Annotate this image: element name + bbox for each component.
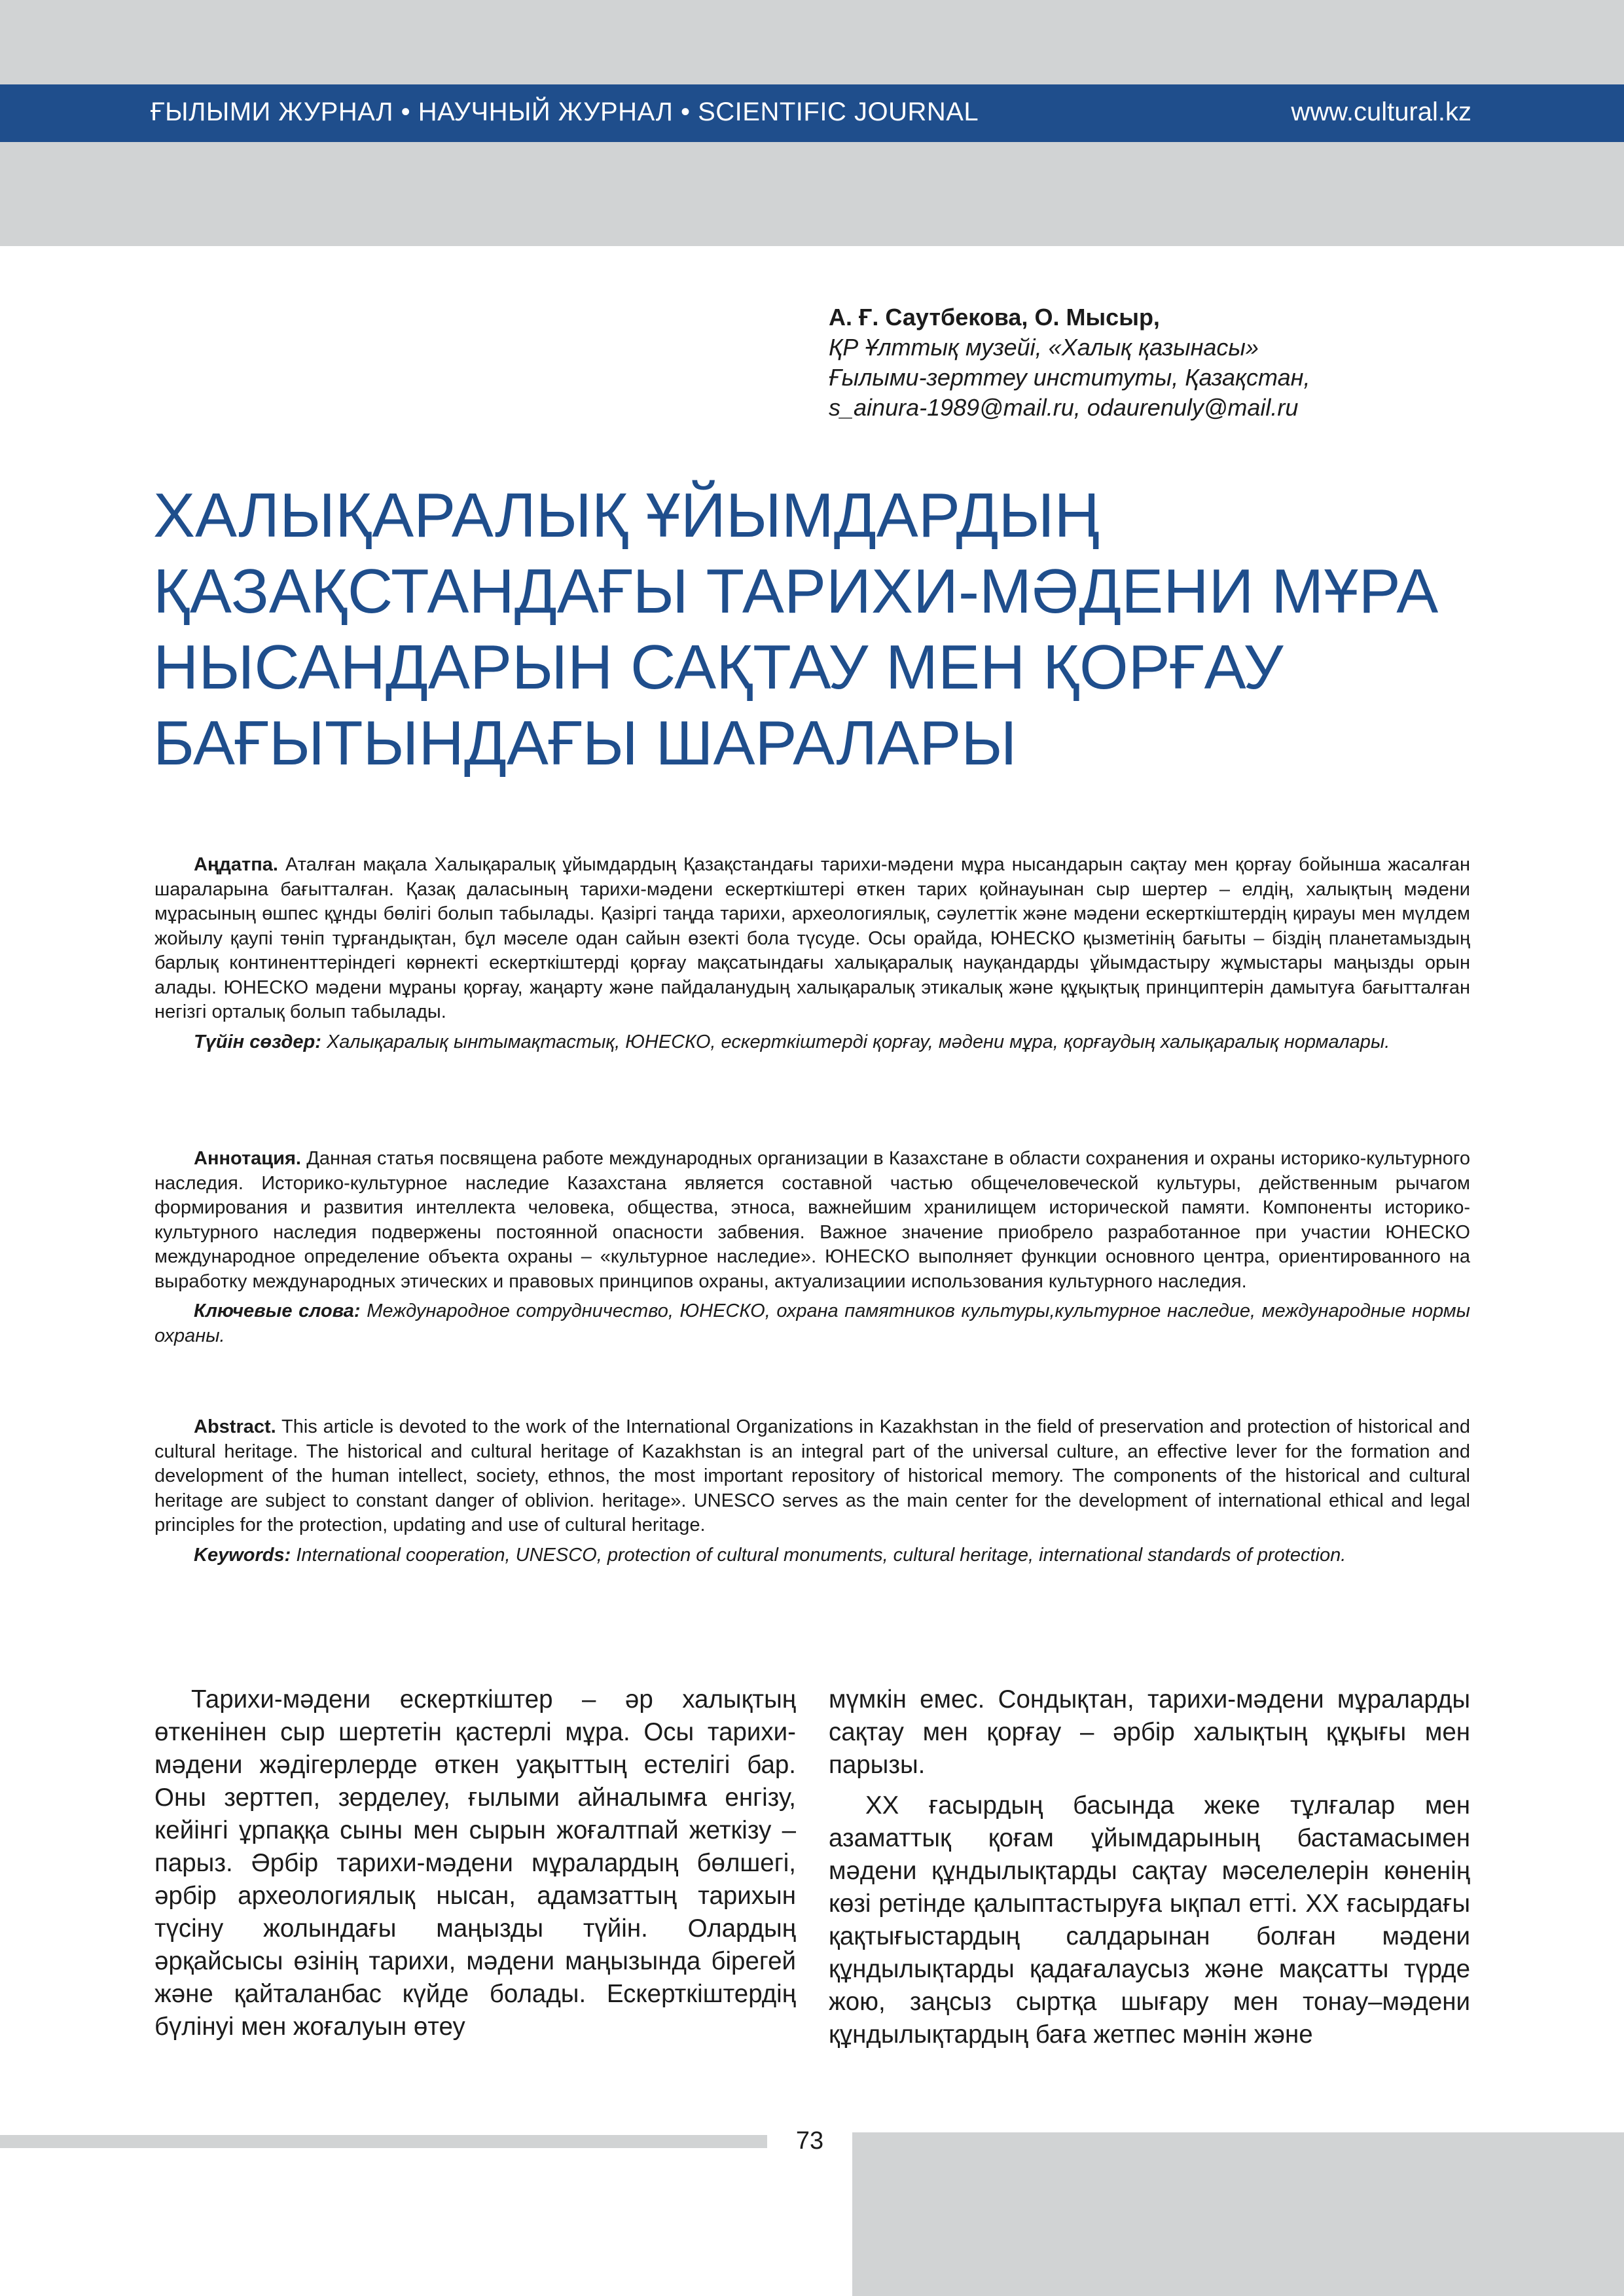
footer-rule-left <box>0 2135 767 2148</box>
journal-website[interactable]: www.cultural.kz <box>1291 98 1471 126</box>
keywords-kazakh-text: Халықаралық ынтымақтастық, ЮНЕСКО, ескерткіштерді қорғау, мәдени мұра, қорғаудың халықаралық нормалары. <box>326 1031 1390 1052</box>
abstract-kazakh-text <box>154 853 1470 1025</box>
keywords-english <box>154 1543 1470 1568</box>
page-number: 73 <box>795 2127 824 2155</box>
abstract-kazakh <box>154 853 1470 1054</box>
body-paragraph: XX ғасырдың басында жеке тұлғалар мен азаматтық қоғам ұйымдарының бастамасымен мәдени құндылықтарды сақтау мәселелерін көненің көзі ретінде қалыптастыруға ықпал етті. XX ғасырдағы қақтығыстардың салдарынан болған мәдени құндылықтарды қадағалаусыз және мақсатты түрде жою, заңсыз сыртқа шығару мен тонау–мәдени құндылықтардың баға жетпес мәнін және <box>829 1791 1470 2049</box>
journal-header-bar <box>0 84 1624 142</box>
abstract-russian-body: Данная статья посвящена работе международных организации в Казахстане в области сохранения и охраны историко-культурного наследия. Историко-культурное наследие Казахстана является составной частью общечеловеческой культуры, действенным рычагом формирования и развития интеллекта человека, общества, этноса, важнейшим хранилищем исторической памяти. Компоненты историко-культурного наследия подвержены постоянной опасности забвения. Важное значение приобрело разработанное при участии ЮНЕСКО международное определение объекта охраны – «культурное наследие». ЮНЕСКО выполняет функции основного центра, ориентированного на выработку международных этических и правовых принципов охраны, актуализациии использования культурного наследия. <box>154 1148 1470 1292</box>
abstract-english-body: This article is devoted to the work of the International Organizations in Kazakhstan in the field of preservation and protection of historical and cultural heritage. The historical and cultural heritage of Kazakhstan is an integral part of the universal culture, an effective lever for the formation and development of the human intellect, society, ethnos, the most important repository of historical memory. The components of the historical and cultural heritage are subject to constant danger of oblivion. heritage». UNESCO serves as the main center for the development of international ethical and legal principles for the protection, updating and use of cultural heritage. <box>154 1416 1470 1535</box>
body-column-left <box>154 1683 796 2043</box>
keywords-russian <box>154 1299 1470 1348</box>
title-line-1: ХАЛЫҚАРАЛЫҚ ҰЙЫМДАРДЫҢ <box>153 480 1100 550</box>
title-line-4: БАҒЫТЫНДАҒЫ ШАРАЛАРЫ <box>153 708 1017 778</box>
abstract-kazakh-label: Аңдатпа. <box>194 854 278 875</box>
author-emails[interactable]: s_ainura-1989@mail.ru, odaurenuly@mail.ru <box>829 394 1299 421</box>
abstract-english-text <box>154 1415 1470 1538</box>
keywords-russian-text: Международное сотрудничество, ЮНЕСКО, охрана памятников культуры,культурное наследие, международные нормы охраны. <box>154 1300 1471 1346</box>
keywords-english-label: Keywords: <box>194 1544 291 1566</box>
body-column-right <box>829 1683 1470 2051</box>
author-affiliation-line1: ҚР Ұлттық музейі, «Халық қазынасы» <box>829 334 1259 361</box>
author-names: А. Ғ. Саутбекова, О. Мысыр, <box>829 304 1160 331</box>
keywords-kazakh-label: Түйін сөздер: <box>194 1031 321 1052</box>
keywords-kazakh <box>154 1030 1470 1055</box>
footer-band-right <box>852 2132 1624 2296</box>
title-line-2: ҚАЗАҚСТАНДАҒЫ ТАРИХИ-МӘДЕНИ МҰРА <box>153 556 1439 626</box>
abstract-english <box>154 1415 1470 1568</box>
abstract-kazakh-body: Аталған мақала Халықаралық ұйымдардың Қазақстандағы тарихи-мәдени мұра нысандарын сақтау мен қорғау бойынша жасалған шараларына бағытталған. Қазақ даласының тарихи-мәдени ескерткіштері өткен тарих қойнауынан сыр шертер – елдің, халықтың мәдени мұрасының өшпес құнды бөлігі болып табылады. Қазіргі таңда тарихи, археологиялық, сәулеттік және мәдени ескерткіштердің қирауы мен мүлдем жойылу қаупі төніп тұрғандықтан, бұл мәселе одан сайын өзекті бола түсуде. Осы орайда, ЮНЕСКО қызметінің бағыты – біздің планетамыздың барлық континенттеріндегі көрнекті ескерткіштерді қорғау мақсатындағы халықаралық науқандарды ұйымдастыру жұмыстары маңызды орын алады. ЮНЕСКО мәдени мұраны қорғау, жаңарту және пайдаланудың халықаралық этикалық және құқықтық принциптерін дамытуға бағытталған негізгі орталық болып табылады. <box>154 854 1470 1022</box>
author-affiliation-line2: Ғылыми-зерттеу институты, Қазақстан, <box>829 364 1310 391</box>
keywords-english-text: International cooperation, UNESCO, protection of cultural monuments, cultural heritage, international standards of protection. <box>296 1544 1346 1566</box>
journal-name: ҒЫЛЫМИ ЖУРНАЛ • НАУЧНЫЙ ЖУРНАЛ • SCIENTIFIC JOURNAL <box>151 98 979 126</box>
article-title <box>153 478 1489 781</box>
author-block <box>829 302 1483 423</box>
abstract-russian-label: Аннотация. <box>194 1148 301 1169</box>
title-line-3: НЫСАНДАРЫН САҚТАУ МЕН ҚОРҒАУ <box>153 632 1284 702</box>
abstract-russian-text <box>154 1147 1470 1294</box>
keywords-russian-label: Ключевые слова: <box>194 1300 361 1321</box>
body-paragraph-continued: мүмкін емес. Сондықтан, тарихи-мәдени мұраларды сақтау мен қорғау – әрбір халықтың құқығы мен парызы. <box>829 1685 1470 1779</box>
body-paragraph: Тарихи-мәдени ескерткіштер – әр халықтың өткенінен сыр шертетін қастерлі мұра. Осы тарихи-мәдени жәдігерлерде өткен уақыттың естелігі бар. Оны зерттеп, зерделеу, ғылыми айналымға енгізу, кейінгі ұрпаққа сыны мен сырын жоғалтпай жеткізу – парыз. Әрбір тарихи-мәдени мұралардың бөлшегі, әрбір археологиялық нысан, адамзаттың тарихын түсіну жолындағы маңызды түйін. Олардың әрқайсысы өзінің тарихи, мәдени маңызында бірегей және қайталанбас күйде болады. Ескерткіштердің бүлінуі мен жоғалуын өтеу <box>154 1685 796 2041</box>
abstract-english-label: Abstract. <box>194 1416 276 1437</box>
abstract-russian <box>154 1147 1470 1348</box>
